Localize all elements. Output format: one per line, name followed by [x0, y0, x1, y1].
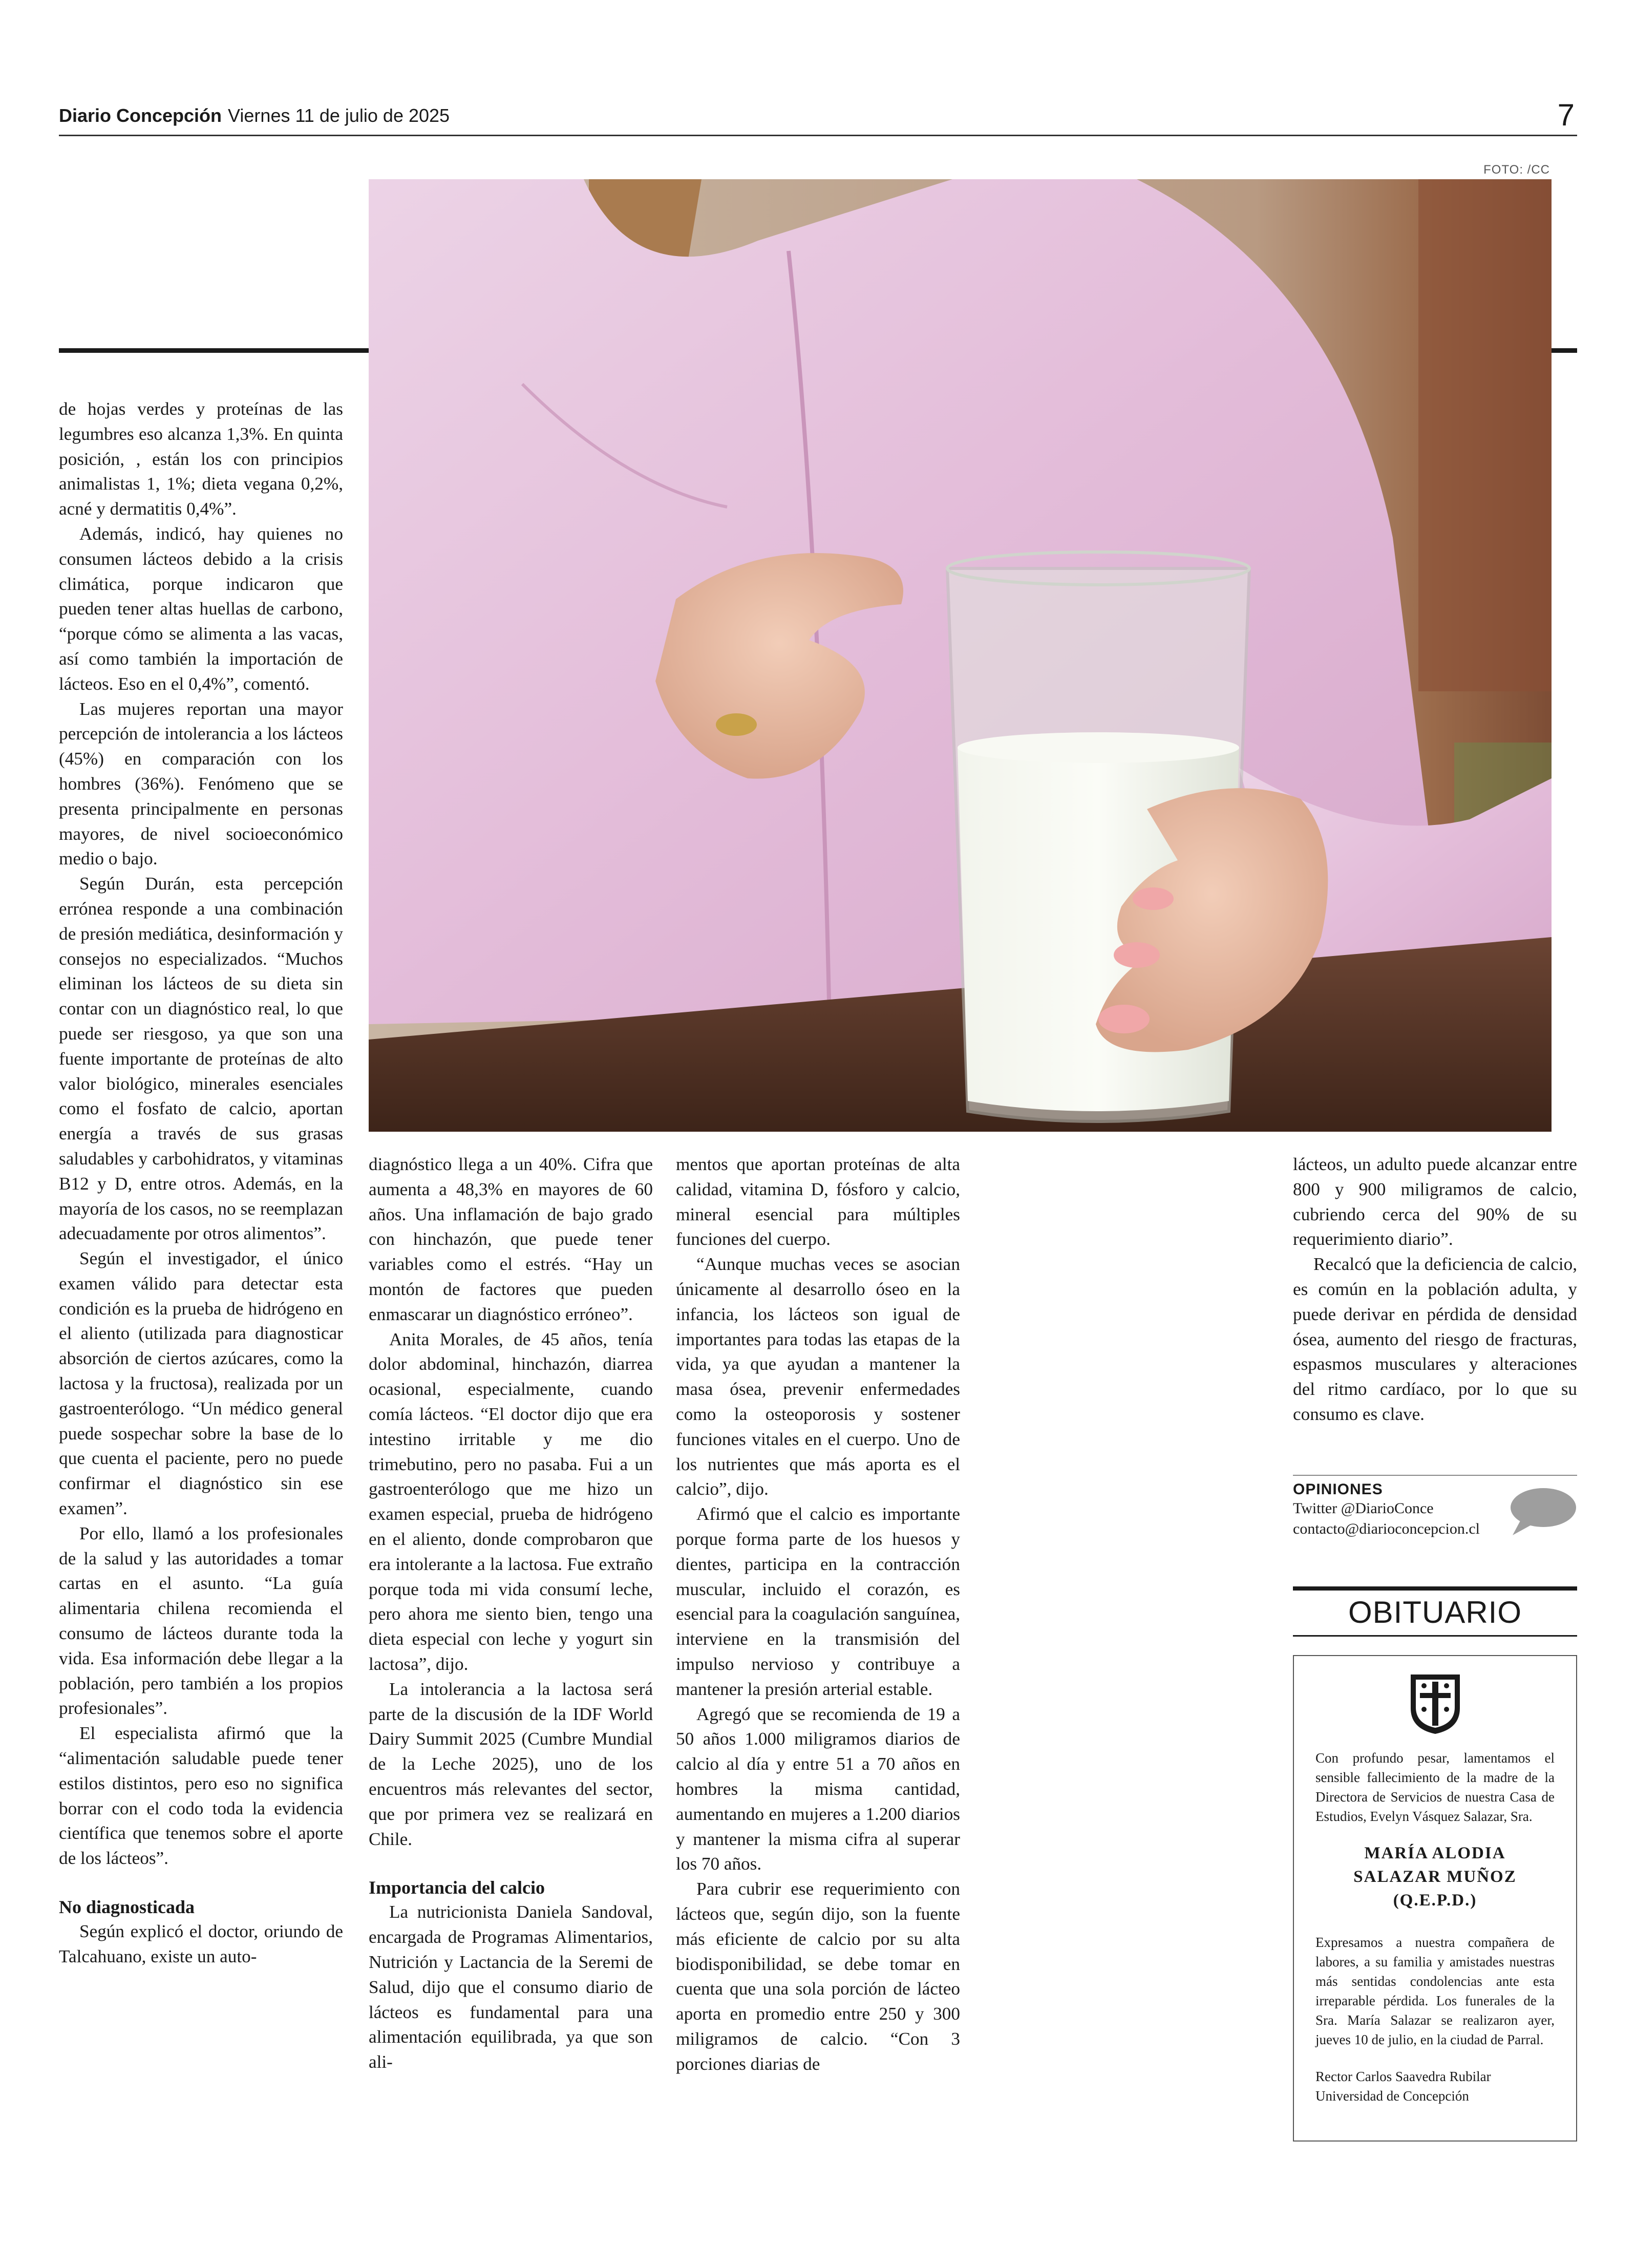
- opiniones-title: OPINIONES: [1293, 1481, 1383, 1498]
- paragraph: Agregó que se recomienda de 19 a 50 años 1.000 miligramos diarios de calcio al día y entre 51 a 70 años en hombres la misma cantidad, aumentando en mujeres a 1.200 diarios y mantener la misma cifra al superar los 70 años.: [676, 1704, 960, 1874]
- paragraph: diagnóstico llega a un 40%. Cifra que aumenta a 48,3% en mayores de 60 años. Una inflamación de bajo grado con hinchazón, que puede tener variables como el estrés. “Hay un montón de factores que pueden enmascarar un diagnóstico erróneo”.: [369, 1154, 653, 1324]
- paragraph: El especialista afirmó que la “alimentación saludable puede tener estilos distintos, pero eso no significa borrar con el codo toda la evidencia científica que tenemos sobre el aporte de los lácteos”.: [59, 1723, 343, 1869]
- deceased-name-line-1: MARÍA ALODIA: [1364, 1844, 1506, 1862]
- paragraph: Afirmó que el calcio es importante porque forma parte de los huesos y dientes, participa en la contracción muscular, incluido el corazón, es esencial para la coagulación sanguínea, interviene en la transmisión del impulso nervioso y contribuye a mantener la presión arterial estable.: [676, 1504, 960, 1699]
- obituario-signature-2: Universidad de Concepción: [1315, 2088, 1469, 2104]
- woman-with-milk-glass-image: [369, 179, 1552, 1132]
- paragraph: Para cubrir ese requerimiento con lácteos que, según dijo, son la fuente más eficiente de calcio por su alta biodisponibilidad, se debe tomar en cuenta que una sola porción de lácteo aporta en promedio entre 250 y 300 miligramos de calcio. “Con 3 porciones diarias de: [676, 1879, 960, 2074]
- article-column-1: [59, 397, 343, 1969]
- obituario-body: Expresamos a nuestra compañera de labores, a su familia y amistades nuestras más sentidas condolencias ante esta irreparable pérdida. Los funerales de la Sra. María Salazar se realizaron ayer, jueves 10 de julio, en la ciudad de Parral.: [1315, 1935, 1555, 2047]
- paragraph: La nutricionista Daniela Sandoval, encargada de Programas Alimentarios, Nutrición y Lactancia de la Seremi de Salud, dijo que el consumo diario de lácteos es fundamental para una alimentación equilibrada, ya que son ali-: [369, 1902, 653, 2072]
- paragraph: lácteos, un adulto puede alcanzar entre 800 y 900 miligramos de calcio, cubriendo cerca del 90% de su requerimiento diario”.: [1293, 1154, 1577, 1249]
- paragraph: “Aunque muchas veces se asocian únicamente al desarrollo óseo en la infancia, los lácteos son igual de importantes para todas las etapas de la vida, ya que ayudan a mantener la masa ósea, prevenir enfermedades como la osteoporosis y sostener funciones vitales en el cuerpo. Uno de los nutrientes que más aporta es el calcio”, dijo.: [676, 1254, 960, 1499]
- paragraph: Por ello, llamó a los profesionales de la salud y las autoridades a tomar cartas en el asunto. “La guía alimentaria chilena recomienda el consumo de lácteos durante toda la vida. Esa información debe llegar a la población, pero también a los propios profesionales”.: [59, 1523, 343, 1719]
- page-number: 7: [1557, 98, 1575, 132]
- speech-bubble-icon: [1505, 1486, 1577, 1537]
- paragraph: Las mujeres reportan una mayor percepción de intolerancia a los lácteos (45%) en comparación con los hombres (36%). Fenómeno que se presenta principalmente en personas mayores, de nivel socioeconómico medio o bajo.: [59, 698, 343, 869]
- section-rule-right: [1552, 348, 1577, 353]
- deceased-name: [1315, 1841, 1555, 1912]
- section-rule-left: [59, 348, 369, 353]
- obituario-header: [1293, 1586, 1577, 1637]
- contact-email: contacto@diarioconcepcion.cl: [1293, 1520, 1480, 1537]
- deceased-name-line-2: SALAZAR MUÑOZ: [1353, 1868, 1517, 1886]
- paragraph: La intolerancia a la lactosa será parte de la discusión de la IDF World Dairy Summit 2025 (Cumbre Mundial de la Leche 2025), uno de los encuentros más relevantes del sector, que por primera vez se realizará en Chile.: [369, 1679, 653, 1849]
- opiniones-box: [1293, 1475, 1577, 1539]
- university-crest-icon: [1409, 1672, 1462, 1735]
- paragraph: Según el investigador, el único examen válido para detectar esta condición es la prueba de hidrógeno en el aliento (utilizada para diagnosticar absorción de ciertos azúcares, como la lactosa y la fructosa), realizada por un gastroenterólogo. “Un médico general puede sospechar sobre la base de lo que cuenta el paciente, pero no puede confirmar el diagnóstico sin ese examen”.: [59, 1248, 343, 1519]
- paragraph: Además, indicó, hay quienes no consumen lácteos debido a la crisis climática, porque indicaron que pueden tener altas huellas de carbono, “porque cómo se alimenta a las vacas, así como también la importación de lácteos. Eso en el 0,4%”, comentó.: [59, 523, 343, 694]
- masthead: [59, 105, 1577, 136]
- subheading-importancia-calcio: Importancia del calcio: [369, 1877, 545, 1898]
- article-column-2: [369, 1152, 653, 2075]
- deceased-qepd: (Q.E.P.D.): [1393, 1891, 1477, 1910]
- paragraph: Anita Morales, de 45 años, tenía dolor abdominal, hinchazón, diarrea ocasional, especialmente, cuando comía lácteos. “El doctor dijo que era intestino irritable y me dio trimebutino, pero no pasaba. Fui a un gastroenterólogo que me hizo un examen especial, prueba de hidrógeno en el aliento, donde comprobaron que era intolerante a la lactosa. Fue extraño porque toda mi vida consumí leche, pero ahora me siento bien, tengo una dieta especial con leche y yogurt sin lactosa”, dijo.: [369, 1329, 653, 1674]
- subheading-no-diagnosticada: No diagnosticada: [59, 1897, 195, 1918]
- paragraph: Según Durán, esta percepción errónea responde a una combinación de presión mediática, desinformación y consejos no especializados. “Muchos eliminan los lácteos de su dieta sin contar con un diagnóstico real, lo que puede ser riesgoso, ya que son una fuente importante de proteínas de alto valor biológico, minerales esenciales como el fosfato de calcio, aportan energía a través de sus grasas saludables y carbohidratos, y vitaminas B12 y D, entre otros. Además, en la mayoría de los casos, no se reemplazan adecuadamente por otros alimentos”.: [59, 874, 343, 1244]
- obituario-box: [1293, 1655, 1577, 2142]
- header-divider: [59, 135, 1577, 136]
- paragraph: Según explicó el doctor, oriundo de Talcahuano, existe un auto-: [59, 1921, 343, 1966]
- obituario-intro: Con profundo pesar, lamentamos el sensible fallecimiento de la madre de la Directora de Servicios de nuestra Casa de Estudios, Evelyn Vásquez Salazar, Sra.: [1315, 1750, 1555, 1824]
- article-column-4: [1293, 1152, 1577, 1427]
- obituario-title: OBITUARIO: [1348, 1595, 1522, 1629]
- twitter-handle: Twitter @DiarioConce: [1293, 1500, 1434, 1517]
- paragraph: mentos que aportan proteínas de alta calidad, vitamina D, fósforo y calcio, mineral esencial para múltiples funciones del cuerpo.: [676, 1154, 960, 1249]
- paragraph: Recalcó que la deficiencia de calcio, es común en la población adulta, y puede derivar en pérdida de densidad ósea, aumento del riesgo de fracturas, espasmos musculares y alteraciones del ritmo cardíaco, por lo que su consumo es clave.: [1293, 1254, 1577, 1424]
- newspaper-name: Diario Concepción: [59, 105, 222, 126]
- paragraph: de hojas verdes y proteínas de las legumbres eso alcanza 1,3%. En quinta posición, , están los con principios animalistas 1, 1%; dieta vegana 0,2%, acné y dermatitis 0,4%”.: [59, 399, 343, 519]
- photo-credit: FOTO: /CC: [1483, 163, 1550, 177]
- article-photo: [369, 179, 1552, 1132]
- issue-date: Viernes 11 de julio de 2025: [228, 105, 450, 126]
- obituario-signature-1: Rector Carlos Saavedra Rubilar: [1315, 2069, 1491, 2084]
- article-column-3: [676, 1152, 960, 2076]
